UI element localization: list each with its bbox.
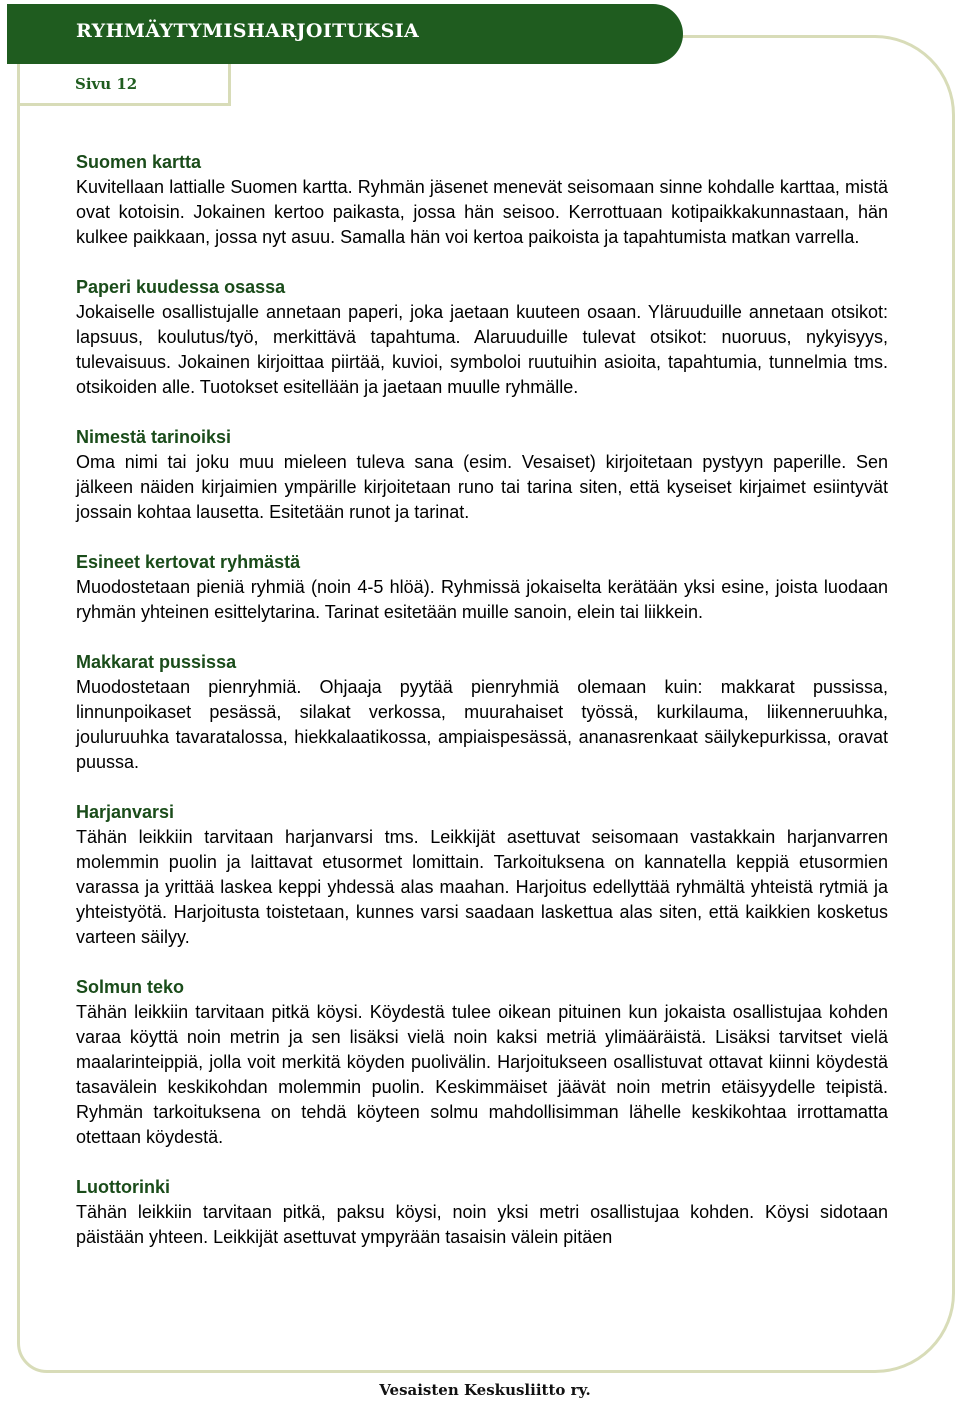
section-nimesta-tarinoiksi [76, 425, 888, 525]
section-paperi-kuudessa-osassa [76, 275, 888, 400]
section-harjanvarsi [76, 800, 888, 950]
section-text: Tähän leikkiin tarvitaan pitkä köysi. Köydestä tulee oikean pituinen kun jokaista osallistujaa kohden varaa köyttä noin metrin ja sen lisäksi vielä noin kaksi metriä ylimääräistä. Lisäksi tarvitset vielä maalarinteippiä, jolla voit merkitä köyden puolivälin. Harjoitukseen osallistuvat ottavat kiinni köydestä tasavälein keskikohdan molemmin puolin. Keskimmäiset jäävät noin metrin etäisyydelle teipistä. Ryhmän tarkoituksena on tehdä köyteen solmu mahdollisimman lähelle keskikohtaa irrottamatta otettaan köydestä. [76, 1002, 888, 1147]
section-text: Oma nimi tai joku muu mieleen tuleva sana (esim. Vesaiset) kirjoitetaan pystyyn paperille. Sen jälkeen näiden kirjaimien ympärille kirjoitetaan runo tai tarina siten, että kyseiset kirjaimet esiintyvät jossain kohtaa lausetta. Esitetään runot ja tarinat. [76, 452, 888, 522]
section-text: Muodostetaan pieniä ryhmiä (noin 4-5 hlöä). Ryhmissä jokaiselta kerätään yksi esine, joista luodaan ryhmän yhteinen esittelytarina. Tarinat esitetään muille sanoin, elein tai liikkein. [76, 577, 888, 622]
section-text: Kuvitellaan lattialle Suomen kartta. Ryhmän jäsenet menevät seisomaan sinne kohdalle karttaa, mistä ovat kotoisin. Jokainen kertoo paikasta, jossa hän seisoo. Kerrottuaan kotipaikkakunnastaan, hän kulkee paikkaan, jossa nyt asuu. Samalla hän voi kertoa paikoista ja tapahtumista matkan varrella. [76, 177, 888, 247]
section-text: Muodostetaan pienryhmiä. Ohjaaja pyytää pienryhmiä olemaan kuin: makkarat pussissa, linnunpoikaset pesässä, silakat verkossa, muurahaiset työssä, kurkilauma, liikenneruuhka, jouluruuhka tavaratalossa, hiekkalaatikossa, ampiaispesässä, ananasrenkaat säilykepurkissa, oravat puussa. [76, 677, 888, 772]
header-title: RYHMÄYTYMISHARJOITUKSIA [76, 20, 420, 42]
section-title: Harjanvarsi [76, 802, 175, 822]
section-solmun-teko [76, 975, 888, 1150]
section-title: Solmun teko [76, 977, 185, 997]
section-title: Luottorinki [76, 1177, 170, 1197]
section-luottorinki [76, 1175, 888, 1250]
section-title: Suomen kartta [76, 152, 202, 172]
section-title: Makkarat pussissa [76, 652, 237, 672]
document-content [76, 150, 888, 1275]
section-title: Esineet kertovat ryhmästä [76, 552, 301, 572]
section-text: Tähän leikkiin tarvitaan pitkä, paksu köysi, noin yksi metri osallistujaa kohden. Köysi sidotaan päistään yhteen. Leikkijät asettuvat ympyrään tasaisin välein pitäen [76, 1202, 888, 1247]
section-esineet-kertovat [76, 550, 888, 625]
section-title: Nimestä tarinoiksi [76, 427, 232, 447]
section-makkarat-pussissa [76, 650, 888, 775]
section-text: Jokaiselle osallistujalle annetaan paperi, joka jaetaan kuuteen osaan. Yläruuduille annetaan otsikot: lapsuus, koulutus/työ, merkittävä tapahtuma. Alaruuduille tulevat otsikot: nuoruus, nykyisyys, tulevaisuus. Jokainen kirjoittaa piirtää, kuvioi, symboloi ruutuihin asioita, tapahtumia, tunnelmia tms. otsikoiden alle. Tuotokset esitellään ja jaetaan muulle ryhmälle. [76, 302, 888, 397]
section-text: Tähän leikkiin tarvitaan harjanvarsi tms. Leikkijät asettuvat seisomaan vastakkain harjanvarren molemmin puolin ja laittavat etusormet lomittain. Tarkoituksena on kannatella keppiä etusormien varassa ja yrittää laskea keppi yhdessä alas maahan. Harjoitus edellyttää ryhmältä yhteistä rytmiä ja yhteistyötä. Harjoitusta toistetaan, kunnes varsi saadaan laskettua alas siten, että kaikkien kosketus varteen säilyy. [76, 827, 888, 947]
section-suomen-kartta [76, 150, 888, 250]
page-number: Sivu 12 [75, 75, 138, 93]
footer-publisher: Vesaisten Keskusliitto ry. [379, 1381, 591, 1399]
section-title: Paperi kuudessa osassa [76, 277, 286, 297]
